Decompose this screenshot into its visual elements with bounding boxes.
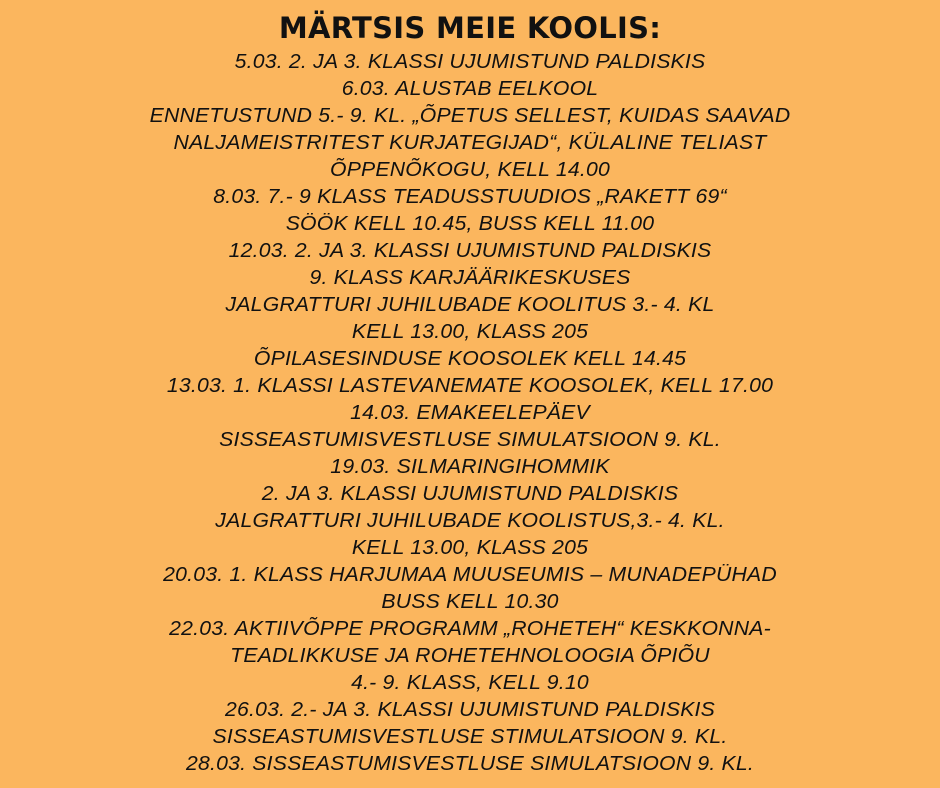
event-line: 9. KLASS KARJÄÄRIKESKUSES <box>309 267 631 289</box>
event-line: BUSS KELL 10.30 <box>381 591 559 613</box>
event-line: 13.03. 1. KLASSI LASTEVANEMATE KOOSOLEK, KELL 17.00 <box>166 375 774 397</box>
event-line: 8.03. 7.- 9 KLASS TEADUSSTUUDIOS „RAKETT 69“ <box>213 186 727 208</box>
event-line: 6.03. ALUSTAB EELKOOL <box>341 78 599 100</box>
event-line: NALJAMEISTRITEST KURJATEGIJAD“, KÜLALINE TELIAST <box>173 132 767 154</box>
event-line: SÖÖK KELL 10.45, BUSS KELL 11.00 <box>285 213 655 235</box>
event-line: KELL 13.00, KLASS 205 <box>351 537 589 559</box>
event-line: 14.03. EMAKEELEPÄEV <box>350 402 590 424</box>
event-line: SISSEASTUMISVESTLUSE SIMULATSIOON 9. KL. <box>219 429 721 451</box>
event-line: ÕPILASESINDUSE KOOSOLEK KELL 14.45 <box>253 348 687 370</box>
event-line: 4.- 9. KLASS, KELL 9.10 <box>351 672 589 694</box>
event-line: 20.03. 1. KLASS HARJUMAA MUUSEUMIS – MUNADEPÜHAD <box>163 564 777 586</box>
event-line: KELL 13.00, KLASS 205 <box>351 321 589 343</box>
event-line: 22.03. AKTIIVÕPPE PROGRAMM „ROHETEH“ KESKKONNA- <box>169 618 771 640</box>
event-line: ÕPPENÕKOGU, KELL 14.00 <box>329 159 611 181</box>
event-line: ENNETUSTUND 5.- 9. KL. „ÕPETUS SELLEST, KUIDAS SAAVAD <box>149 105 791 127</box>
event-line: TEADLIKKUSE JA ROHETEHNOLOOGIA ÕPIÕU <box>230 645 710 667</box>
event-list <box>0 49 940 778</box>
event-line: JALGRATTURI JUHILUBADE KOOLISTUS,3.- 4. KL. <box>215 510 725 532</box>
event-line: 12.03. 2. JA 3. KLASSI UJUMISTUND PALDISKIS <box>228 240 712 262</box>
poster-title: MÄRTSIS MEIE KOOLIS: <box>278 11 662 45</box>
event-line: 28.03. SISSEASTUMISVESTLUSE SIMULATSIOON 9. KL. <box>185 753 755 775</box>
event-line: 2. JA 3. KLASSI UJUMISTUND PALDISKIS <box>261 483 679 505</box>
event-line: SISSEASTUMISVESTLUSE STIMULATSIOON 9. KL. <box>212 726 728 748</box>
event-line: JALGRATTURI JUHILUBADE KOOLITUS 3.- 4. KL <box>225 294 715 316</box>
event-line: 26.03. 2.- JA 3. KLASSI UJUMISTUND PALDISKIS <box>224 699 716 721</box>
event-line: 5.03. 2. JA 3. KLASSI UJUMISTUND PALDISKIS <box>234 51 706 73</box>
event-line: 19.03. SILMARINGIHOMMIK <box>330 456 610 478</box>
